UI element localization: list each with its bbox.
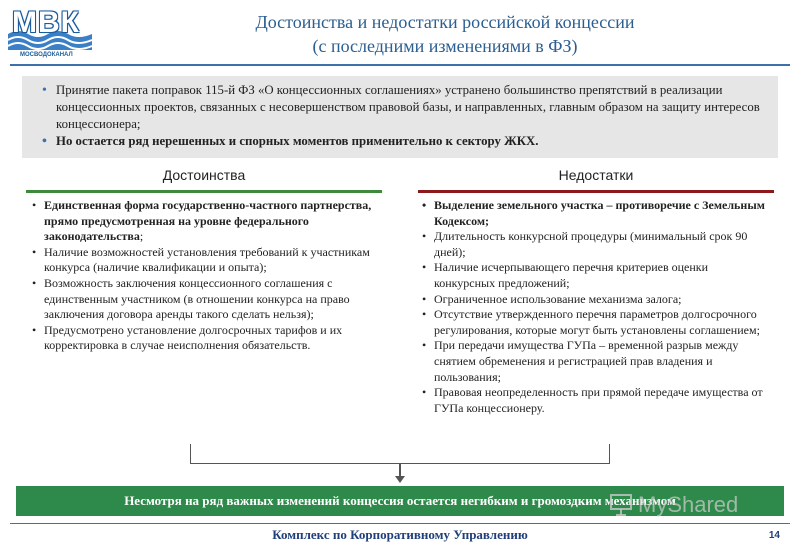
intro-list bbox=[56, 82, 764, 150]
page-title bbox=[130, 10, 760, 58]
advantages-column bbox=[30, 198, 382, 354]
intro-box bbox=[22, 76, 778, 158]
advantage-item bbox=[44, 198, 382, 245]
disadvantage-item: • Длительность конкурсной процедуры (минимальный срок 90 дней); bbox=[434, 229, 772, 260]
presentation-icon bbox=[608, 492, 634, 518]
disadvantage-item: • При передачи имущества ГУПа – временной разрыв между снятием обременения и регистрацией прав владения и пользования; bbox=[434, 338, 772, 385]
disadvantage-item: • Отсутствие утвержденного перечня параметров долгосрочного регулирования, которые могут быть установлены соглашением; bbox=[434, 307, 772, 338]
advantage-item: • Наличие возможностей установления требований к участникам конкурса (наличие квалификации и опыта); bbox=[44, 245, 382, 276]
arrow-down-icon bbox=[395, 476, 405, 483]
footer-divider bbox=[10, 523, 790, 524]
disadvantages-column bbox=[420, 198, 772, 416]
conclusion-banner: Несмотря на ряд важных изменений концессия остается негибким и громоздким механизмом bbox=[16, 486, 784, 516]
disadvantages-heading: Недостатки bbox=[418, 162, 774, 193]
intro-item: • Но остается ряд нерешенных и спорных моментов применительно к сектору ЖКХ. bbox=[56, 133, 764, 150]
disadvantage-item: • Правовая неопределенность при прямой передаче имущества от ГУПа концессионеру. bbox=[434, 385, 772, 416]
logo-subtitle: МОСВОДОКАНАЛ bbox=[20, 52, 73, 58]
advantage-item-bold: Единственная форма государственно-частного партнерства, прямо предусмотренная на уровне федерального законодательства bbox=[44, 198, 372, 244]
advantage-item-rest: ; bbox=[139, 229, 144, 244]
watermark bbox=[608, 488, 738, 522]
disadvantages-list bbox=[420, 198, 772, 416]
advantages-list bbox=[30, 198, 382, 354]
footer-text: Комплекс по Корпоративному Управлению bbox=[272, 527, 528, 542]
disadvantage-item: • Ограниченное использование механизма залога; bbox=[434, 292, 772, 308]
title-line-2: (с последними изменениями в ФЗ) bbox=[312, 36, 578, 56]
title-divider bbox=[10, 64, 790, 66]
company-logo bbox=[6, 4, 94, 62]
advantages-heading: Достоинства bbox=[26, 162, 382, 193]
connector-bracket bbox=[190, 444, 610, 464]
advantage-item: • Предусмотрено установление долгосрочных тарифов и их корректировка в случае неисполнения обязательств. bbox=[44, 323, 382, 354]
logo-text: МВК bbox=[12, 6, 80, 39]
title-line-1: Достоинства и недостатки российской концессии bbox=[255, 12, 635, 32]
page-number: 14 bbox=[768, 530, 780, 541]
advantage-item: • Возможность заключения концессионного соглашения с единственным участником (в отношении конкурса на право заключения договора аренды такого сделать нельзя); bbox=[44, 276, 382, 323]
intro-item: • Принятие пакета поправок 115-й ФЗ «О концессионных соглашениях» устранено большинство препятствий в реализации концессионных проектов, связанных с несовершенством правовой базы, и направленных, главным образом на защиту интересов концессионера; bbox=[56, 82, 764, 133]
watermark-text: MyShared bbox=[638, 492, 739, 517]
disadvantage-item: • Наличие исчерпывающего перечня критериев оценки конкурсных предложений; bbox=[434, 260, 772, 291]
disadvantage-item: • Выделение земельного участка – противоречие с Земельным Кодексом; bbox=[434, 198, 772, 229]
